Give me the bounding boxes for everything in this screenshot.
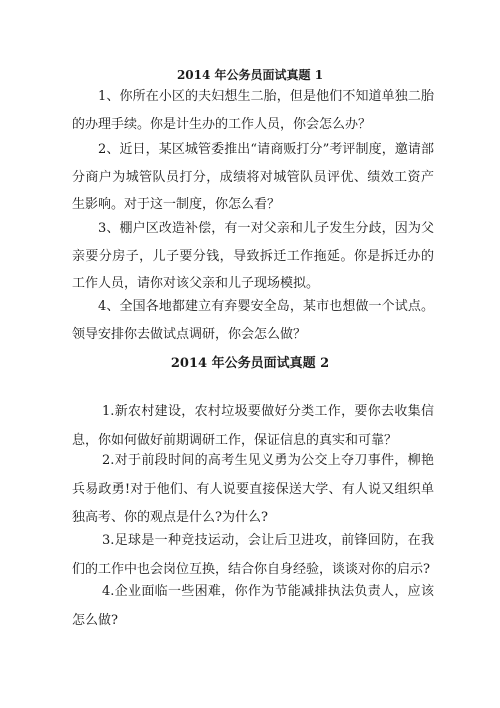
section-1-title: 2014 年公务员面试真题 1	[176, 68, 324, 82]
section-2-question-1: 1.新农村建设，农村垃圾要做好分类工作，要你去收集信息，你如何做好前期调研工作，保证信息的真实和可靠？	[72, 404, 434, 448]
section-2-title: 2014 年公务员面试真题 2	[170, 356, 330, 371]
section-2-question-2: 2.对于前段时间的高考生见义勇为公交上夺刀事件，柳艳兵易政勇!对于他们、有人说要直接保送大学、有人说又组织单独高考、你的观点是什么?为什么?	[72, 453, 434, 525]
section-1-question-1: 1、你所在小区的夫妇想生二胎，但是他们不知道单独二胎的办理手续。你是计生办的工作人员，你会怎么办？	[72, 89, 434, 132]
section-2-question-3: 3.足球是一种竞技运动，会让后卫进攻，前锋回防，在我们的工作中也会岗位互换，结合你自身经验，谈谈对你的启示?	[72, 533, 434, 577]
section-1-question-2: 2、近日，某区城管委推出“请商贩打分”考评制度，邀请部分商户为城管队员打分，成绩将对城管队员评优、绩效工资产生影响。对于这一制度，你怎么看？	[72, 142, 434, 212]
section-1-question-4: 4、全国各地都建立有弃婴安全岛，某市也想做一个试点。领导安排你去做试点调研，你会怎么做？	[72, 299, 434, 342]
section-2-question-4: 4.企业面临一些困难，你作为节能减排执法负责人，应该怎么做?	[72, 584, 434, 628]
section-1-question-3: 3、棚户区改造补偿，有一对父亲和儿子发生分歧，因为父亲要分房子，儿子要分钱，导致拆迁工作拖延。你是拆迁办的工作人员，请你对该父亲和儿子现场模拟。	[72, 221, 434, 291]
